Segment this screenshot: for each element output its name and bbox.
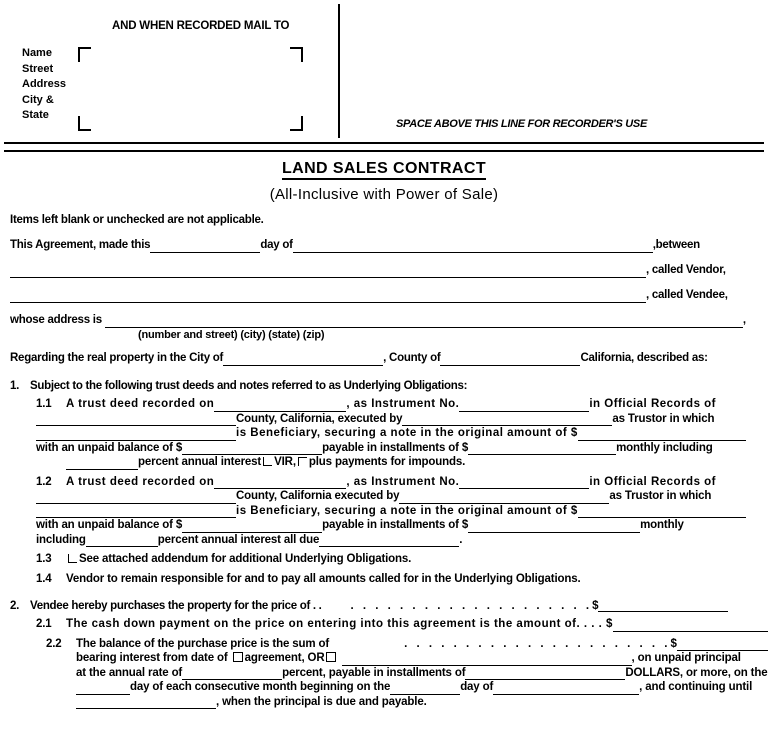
- blank-items-note: Items left blank or unchecked are not applicable.: [10, 214, 264, 226]
- label-street: Street: [22, 62, 54, 75]
- section-1-2-line-5: [36, 533, 758, 548]
- county-field[interactable]: [440, 354, 580, 366]
- balance-purchase-price-label: The balance of the purchase price is the sum of: [76, 637, 330, 650]
- balance-leader: . . . . . . . . . . . . . . . . . . . . . .: [404, 637, 671, 650]
- county-california-executed-label: County, California, executed by: [236, 412, 403, 425]
- document-subtitle: (All-Inclusive with Power of Sale): [269, 186, 499, 203]
- trust-deed-2-trustor-field[interactable]: [399, 492, 609, 504]
- section-1-4-line: [36, 572, 758, 587]
- section-1-4-number: 1.4: [36, 572, 52, 585]
- payable-installments-label: payable in installments of $: [322, 441, 469, 454]
- trust-deed-1-installment-field[interactable]: [468, 443, 616, 455]
- cash-down-payment-label: The cash down payment on the price on entering into this agreement is the amount of. . . . $: [66, 618, 613, 630]
- section-1: [10, 380, 758, 586]
- day-of-label: day of: [260, 239, 293, 251]
- section-2-2-number: 2.2: [46, 637, 62, 650]
- trust-deed-2-payable-label: payable in installments of $: [322, 519, 469, 531]
- trust-deed-2-recorded-label: A trust deed recorded on: [66, 475, 215, 488]
- between-label: ,between: [652, 239, 700, 251]
- trust-deed-2-beneficiary-label: is Beneficiary, securing a note in the original amount of $: [236, 504, 578, 517]
- section-1-3-number: 1.3: [36, 553, 52, 565]
- trust-deed-2-county-field[interactable]: [36, 492, 236, 504]
- official-records-label: in Official Records of: [589, 398, 717, 410]
- section-1-2-line-3: [36, 504, 758, 519]
- label-name: Name: [22, 47, 52, 59]
- trust-deed-2-unpaid-balance-label: with an unpaid balance of $: [36, 519, 183, 531]
- vendee-line: [10, 288, 758, 303]
- impounds-label: plus payments for impounds.: [308, 456, 466, 468]
- trust-deed-2-monthly-label: monthly: [640, 519, 684, 531]
- day-of-month-label: day of: [460, 681, 494, 693]
- section-1-2-number: 1.2: [36, 475, 52, 488]
- trust-deed-1-instrument-no-field[interactable]: [459, 400, 589, 412]
- trust-deed-2-recorded-date-field[interactable]: [214, 477, 346, 489]
- trust-deed-2-all-due-date-field[interactable]: [319, 535, 459, 547]
- regarding-property-label: Regarding the real property in the City of: [10, 352, 224, 364]
- trust-deed-2-official-records-label: in Official Records of: [589, 475, 717, 488]
- recording-header: [0, 0, 768, 140]
- trust-deed-1-interest-rate-field[interactable]: [66, 458, 138, 470]
- bracket-top-left-icon: [78, 47, 91, 62]
- mailing-address-labels: [22, 46, 66, 124]
- trust-deed-2-including-label: including: [36, 533, 86, 546]
- document-title: [0, 160, 768, 178]
- whose-address-label: whose address is: [10, 314, 102, 326]
- vir-checkbox[interactable]: [263, 457, 272, 466]
- trust-deed-2-unpaid-balance-field[interactable]: [182, 521, 322, 533]
- trust-deed-2-original-amount-field[interactable]: [578, 506, 746, 518]
- section-1-number: 1.: [10, 380, 19, 392]
- trust-deed-1-trustor-field[interactable]: [402, 414, 612, 426]
- section-2-2-line-2: [46, 651, 758, 666]
- section-1-4: [10, 572, 758, 587]
- bearing-interest-label: bearing interest from date of: [76, 652, 228, 664]
- vendor-line: [10, 263, 758, 278]
- consecutive-month-label: day of each consecutive month beginning on the: [130, 681, 391, 693]
- purchase-price-dollar-sign: $: [592, 600, 599, 612]
- principal-due-label: , when the principal is due and payable.: [216, 695, 427, 708]
- agreement-or-label: agreement, OR: [244, 652, 325, 664]
- trust-deed-1-beneficiary-field[interactable]: [36, 429, 236, 441]
- unpaid-principal-label: , on unpaid principal: [631, 652, 741, 664]
- purchase-price-field[interactable]: [598, 600, 728, 612]
- agreement-month-year-field[interactable]: [293, 241, 653, 253]
- annual-rate-label: at the annual rate of: [76, 666, 183, 679]
- vir-label: VIR,: [274, 456, 296, 468]
- dollars-or-more-label: DOLLARS, or more, on the: [625, 666, 768, 679]
- section-2-heading: [10, 600, 758, 612]
- bracket-top-right-icon: [290, 47, 303, 62]
- address-format-caption: (number and street) (city) (state) (zip): [138, 329, 325, 341]
- balance-dollar-sign: $: [670, 637, 677, 650]
- vendor-name-field[interactable]: [10, 266, 646, 278]
- beneficiary-note-amount-label: is Beneficiary, securing a note in the original amount of $: [236, 427, 578, 439]
- trust-deed-2-all-due-label: percent annual interest all due: [157, 533, 320, 546]
- agreement-made-this-label: This Agreement, made this: [10, 239, 151, 251]
- section-2-2-line-1: [46, 637, 758, 652]
- city-field[interactable]: [223, 354, 383, 366]
- label-state: State: [22, 109, 49, 121]
- bracket-bottom-left-icon: [78, 116, 91, 131]
- label-address: Address: [22, 78, 67, 90]
- trust-deed-2-period: .: [459, 533, 463, 546]
- section-2-1-number: 2.1: [36, 618, 52, 630]
- section-1-1-line-3: [36, 426, 758, 441]
- section-2-2-line-4: [46, 680, 758, 695]
- trust-deed-1-county-field[interactable]: [36, 414, 236, 426]
- beginning-day-field[interactable]: [390, 683, 460, 695]
- trust-deed-2-as-trustor-label: as Trustor in which: [609, 490, 712, 502]
- annual-rate-field[interactable]: [182, 668, 282, 680]
- agreement-date-checkbox[interactable]: [233, 652, 243, 662]
- section-2-2-line-3: [46, 666, 768, 681]
- section-1-2: [10, 475, 758, 548]
- section-1-1-number: 1.1: [36, 398, 52, 410]
- california-described-label: California, described as:: [580, 352, 708, 364]
- instrument-no-label: , as Instrument No.: [346, 398, 460, 410]
- vendee-address-field[interactable]: [105, 316, 743, 328]
- section-1-1-line-5: [36, 455, 758, 470]
- cash-down-payment-field[interactable]: [613, 620, 768, 632]
- unpaid-balance-label: with an unpaid balance of $: [36, 441, 183, 454]
- section-1-1: [10, 397, 758, 470]
- addendum-label: See attached addendum for additional Underlying Obligations.: [79, 553, 412, 565]
- other-date-checkbox[interactable]: [326, 652, 336, 662]
- vendor-label: , called Vendor,: [646, 264, 726, 276]
- percent-annual-interest-label: percent annual interest: [138, 456, 262, 468]
- vendee-name-field[interactable]: [10, 291, 646, 303]
- trust-deed-2-beneficiary-field[interactable]: [36, 506, 236, 518]
- header-double-rule: [4, 142, 764, 152]
- header-vertical-divider: [338, 4, 340, 138]
- agreement-date-line: [10, 238, 758, 253]
- beginning-month-field[interactable]: [493, 683, 639, 695]
- bracket-bottom-right-icon: [290, 116, 303, 131]
- monthly-including-label: monthly including: [616, 441, 713, 454]
- vendor-responsibility-label: Vendor to remain responsible for and to pay all amounts called for in the Underlying Obligations.: [66, 572, 581, 585]
- payment-day-field[interactable]: [76, 683, 130, 695]
- trust-deed-1-recorded-date-field[interactable]: [214, 400, 346, 412]
- section-1-3-line: [36, 552, 758, 567]
- balance-amount-field[interactable]: [677, 639, 768, 651]
- vendee-label: , called Vendee,: [646, 289, 728, 301]
- section-2-1: [10, 617, 758, 632]
- interest-start-date-field[interactable]: [342, 654, 632, 666]
- section-1-1-line-1: [36, 397, 758, 412]
- section-1-heading: [10, 380, 758, 392]
- trust-deed-1-unpaid-balance-field[interactable]: [182, 443, 322, 455]
- purchase-price-leader: . . . . . . . . . . . . . . . . . . . .: [350, 600, 593, 612]
- document-title-text: LAND SALES CONTRACT: [282, 160, 486, 180]
- trust-deed-2-installment-field[interactable]: [468, 521, 640, 533]
- section-1-2-line-2: [36, 489, 758, 504]
- trust-deed-recorded-label: A trust deed recorded on: [66, 398, 215, 410]
- section-2-1-line: [36, 617, 758, 632]
- payable-installments-of-label: percent, payable in installments of: [282, 666, 466, 679]
- trust-deed-2-county-executed-label: County, California executed by: [236, 490, 400, 502]
- section-1-1-line-2: [36, 412, 758, 427]
- section-2-2: [10, 637, 768, 710]
- section-1-2-line-1: [36, 475, 758, 490]
- section-2-number: 2.: [10, 600, 19, 612]
- section-2: [10, 600, 768, 709]
- addendum-checkbox[interactable]: [68, 554, 77, 563]
- section-1-heading-text: Subject to the following trust deeds and notes referred to as Underlying Obligations:: [30, 380, 468, 392]
- impounds-checkbox[interactable]: [298, 457, 307, 466]
- recorders-use-note: SPACE ABOVE THIS LINE FOR RECORDER'S USE: [396, 118, 647, 130]
- section-1-3: [10, 552, 758, 567]
- address-line: [10, 313, 758, 328]
- installment-amount-field[interactable]: [465, 668, 625, 680]
- trust-deed-2-interest-rate-field[interactable]: [86, 535, 158, 547]
- county-of-label: , County of: [383, 352, 441, 364]
- section-2-2-line-5: [46, 695, 758, 710]
- agreement-day-field[interactable]: [150, 241, 260, 253]
- document-body: [0, 213, 768, 709]
- purchase-price-label: Vendee hereby purchases the property for the price of . .: [30, 600, 322, 612]
- section-1-1-line-4: [36, 441, 758, 456]
- trust-deed-2-instrument-no-field[interactable]: [459, 477, 589, 489]
- maturity-date-field[interactable]: [76, 697, 216, 709]
- address-trailing-comma: ,: [742, 314, 746, 326]
- trust-deed-2-instrument-no-label: , as Instrument No.: [346, 475, 460, 488]
- property-location-line: [10, 351, 758, 366]
- recorded-mail-to-label: AND WHEN RECORDED MAIL TO: [112, 20, 290, 32]
- continuing-until-label: , and continuing until: [639, 681, 753, 693]
- section-1-2-line-4: [36, 518, 758, 533]
- as-trustor-label: as Trustor in which: [612, 412, 715, 425]
- label-city: City &: [22, 93, 54, 106]
- trust-deed-1-original-amount-field[interactable]: [578, 429, 746, 441]
